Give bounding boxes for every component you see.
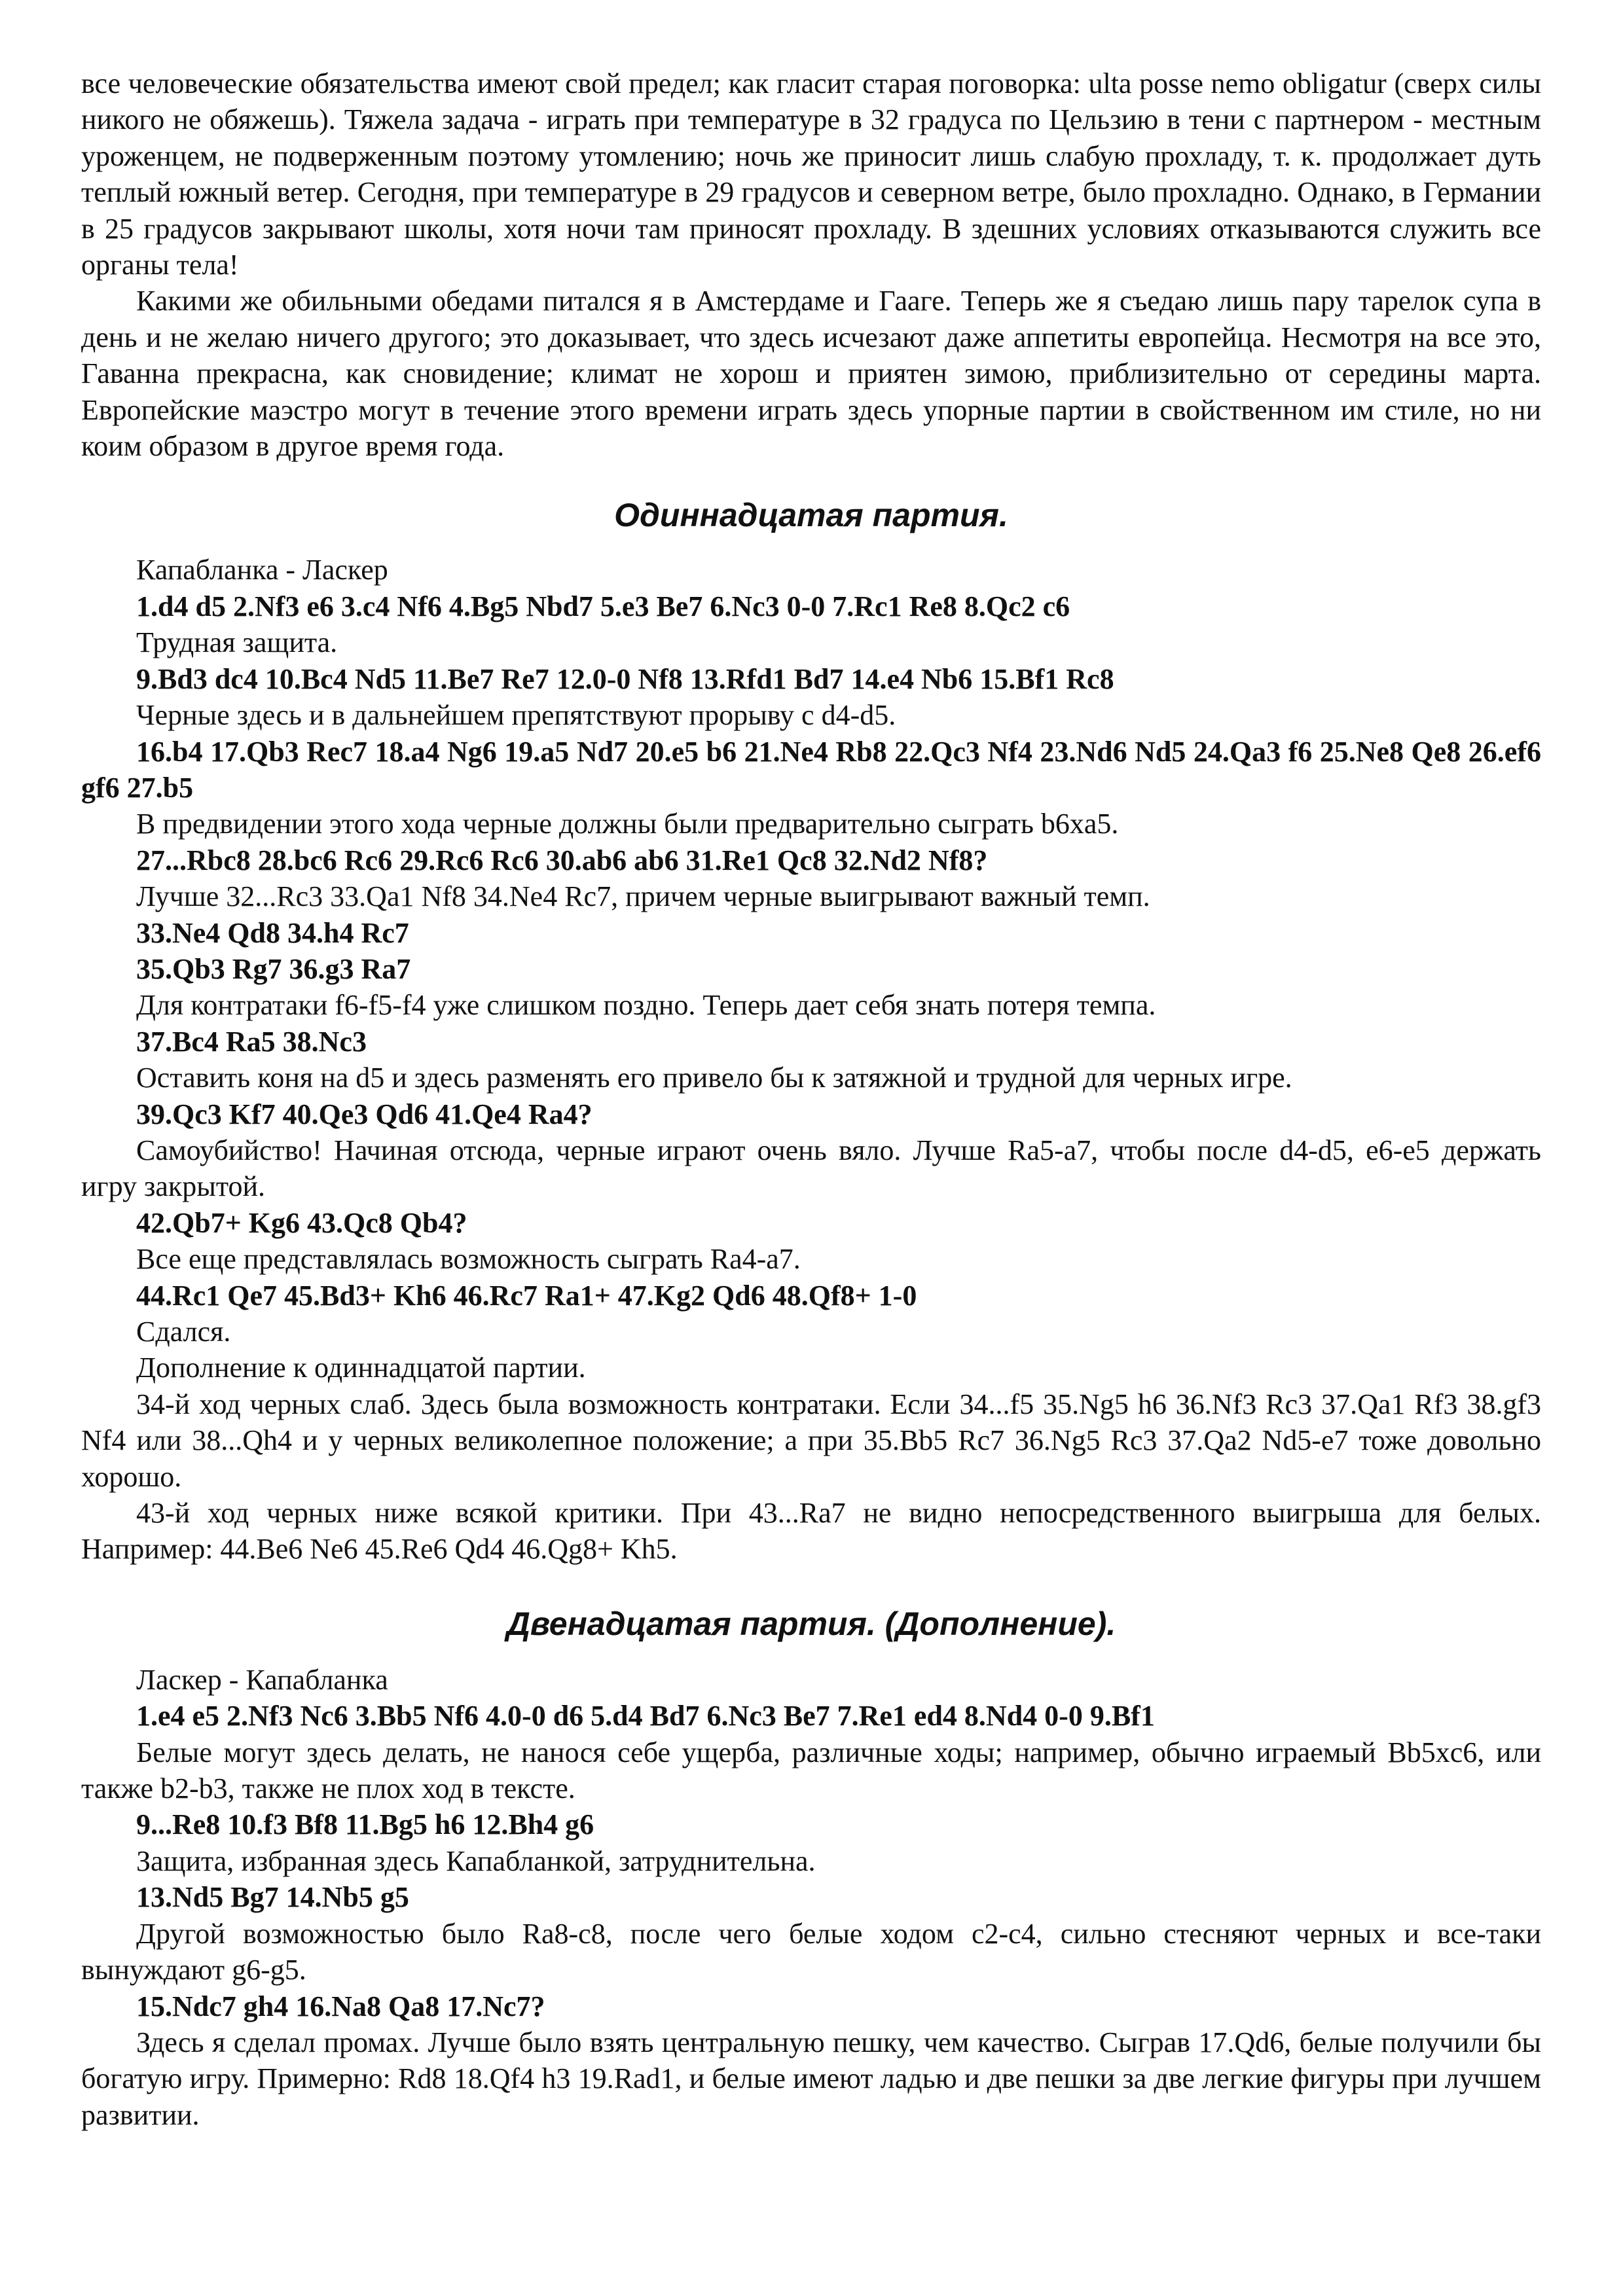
- game-11-comment-10: Сдался.: [136, 1316, 231, 1348]
- game-11-comment-9: Все еще представлялась возможность сыграть Ra4-a7.: [136, 1243, 801, 1276]
- game-12-comment-2: Защита, избранная здесь Капабланкой, затруднительна.: [136, 1844, 816, 1877]
- game-11-moves-5: 33.Ne4 Qd8 34.h4 Rc7: [136, 916, 409, 949]
- game-11-moves-9: 42.Qb7+ Kg6 43.Qc8 Qb4?: [136, 1206, 467, 1239]
- game-12-title: Двенадцатая партия. (Дополнение).: [506, 1605, 1116, 1642]
- game-11-addendum-1: 34-й ход черных слаб. Здесь была возможность контратаки. Если 34...f5 35.Ng5 h6 36.Nf3 Rc3 37.Qa1 Rf3 38.gf3 Nf4 или 38...Qh4 и у черных великолепное положение; а при 35.Bb5 Rc7 36.Ng5 Rc3 37.Qa2 Nd5-e7 тоже довольно хорошо.: [81, 1388, 1541, 1493]
- game-11-comment-4: Лучше 32...Rc3 33.Qa1 Nf8 34.Ne4 Rc7, причем черные выигрывают важный темп.: [136, 880, 1150, 913]
- game-11-comment-3: В предвидении этого хода черные должны были предварительно сыграть b6xa5.: [136, 808, 1119, 840]
- game-11-addendum-title: Дополнение к одиннадцатой партии.: [136, 1352, 586, 1384]
- document-page: [81, 65, 1541, 2133]
- game-12-moves-4: 15.Ndc7 gh4 16.Na8 Qa8 17.Nc7?: [136, 1990, 545, 2022]
- game-11-moves-6: 35.Qb3 Rg7 36.g3 Ra7: [136, 952, 411, 985]
- game-12-comment-3: Другой возможностью было Ra8-c8, после чего белые ходом c2-c4, сильно стесняют черных и все-таки вынуждают g6-g5.: [81, 1917, 1541, 1986]
- game-12-moves-2: 9...Re8 10.f3 Bf8 11.Bg5 h6 12.Bh4 g6: [136, 1808, 594, 1841]
- game-12-comment-1: Белые могут здесь делать, не нанося себе ущерба, различные ходы; например, обычно играемый Bb5xc6, или также b2-b3, также не плох ход в тексте.: [81, 1736, 1541, 1805]
- game-11-comment-6: Для контратаки f6-f5-f4 уже слишком поздно. Теперь дает себя знать потеря темпа.: [136, 989, 1156, 1022]
- game-11-comment-8: Самоубийство! Начиная отсюда, черные играют очень вяло. Лучше Ra5-a7, чтобы после d4-d5, e6-e5 держать игру закрытой.: [81, 1134, 1541, 1203]
- game-11-moves-1: 1.d4 d5 2.Nf3 e6 3.c4 Nf6 4.Bg5 Nbd7 5.e3 Be7 6.Nc3 0-0 7.Rc1 Re8 8.Qc2 c6: [136, 590, 1070, 622]
- game-12-comment-4: Здесь я сделал промах. Лучше было взять центральную пешку, чем качество. Сыграв 17.Qd6, белые получили бы богатую игру. Примерно: Rd8 18.Qf4 h3 19.Rad1, и белые имеют ладью и две пешки за две легкие фигуры при лучшем развитии.: [81, 2026, 1541, 2131]
- game-11-moves-4: 27...Rbc8 28.bc6 Rc6 29.Rc6 Rc6 30.ab6 ab6 31.Re1 Qc8 32.Nd2 Nf8?: [136, 844, 988, 876]
- game-12-moves-3: 13.Nd5 Bg7 14.Nb5 g5: [136, 1881, 409, 1914]
- game-11-players: Капабланка - Ласкер: [136, 554, 388, 586]
- game-11-moves-3: 16.b4 17.Qb3 Rec7 18.a4 Ng6 19.a5 Nd7 20.e5 b6 21.Ne4 Rb8 22.Qc3 Nf4 23.Nd6 Nd5 24.Qa3 f6 25.Ne8 Qe8 26.ef6 gf6 27.b5: [81, 735, 1541, 804]
- game-11-comment-1: Трудная защита.: [136, 626, 338, 659]
- game-11-addendum-2: 43-й ход черных ниже всякой критики. При 43...Ra7 не видно непосредственного выигрыша для белых. Например: 44.Be6 Ne6 45.Re6 Qd4 46.Qg8+ Kh5.: [81, 1497, 1541, 1566]
- game-12-players: Ласкер - Капабланка: [136, 1663, 388, 1696]
- intro-paragraph-1: все человеческие обязательства имеют свой предел; как гласит старая поговорка: ulta posse nemo obligatur (сверх силы никого не обяжешь). Тяжела задача - играть при температуре в 32 градуса по Цельзию в тени с партнером - местным уроженцем, не подверженным поэтому утомлению; ночь же приносит лишь слабую прохладу, т. к. продолжает дуть теплый южный ветер. Сегодня, при температуре в 29 градусов и северном ветре, было прохладно. Однако, в Германии в 25 градусов закрывают школы, хотя ночи там приносят прохладу. В здешних условиях отказываются служить все органы тела!: [81, 67, 1541, 281]
- game-11-moves-2: 9.Bd3 dc4 10.Bc4 Nd5 11.Be7 Re7 12.0-0 Nf8 13.Rfd1 Bd7 14.e4 Nb6 15.Bf1 Rc8: [136, 662, 1114, 695]
- game-11-title: Одиннадцатая партия.: [614, 497, 1008, 534]
- game-11-comment-2: Черные здесь и в дальнейшем препятствуют прорыву с d4-d5.: [136, 699, 896, 732]
- game-11-moves-10: 44.Rc1 Qe7 45.Bd3+ Kh6 46.Rc7 Ra1+ 47.Kg2 Qd6 48.Qf8+ 1-0: [136, 1279, 917, 1312]
- game-12-moves-1: 1.e4 e5 2.Nf3 Nc6 3.Bb5 Nf6 4.0-0 d6 5.d4 Bd7 6.Nc3 Be7 7.Re1 ed4 8.Nd4 0-0 9.Bf1: [136, 1700, 1155, 1732]
- game-11-comment-7: Оставить коня на d5 и здесь разменять его привело бы к затяжной и трудной для черных игре.: [136, 1062, 1292, 1094]
- game-11-moves-7: 37.Bc4 Ra5 38.Nc3: [136, 1025, 367, 1058]
- intro-paragraph-2: Какими же обильными обедами питался я в Амстердаме и Гааге. Теперь же я съедаю лишь пару тарелок супа в день и не желаю ничего другого; это доказывает, что здесь исчезают даже аппетиты европейца. Несмотря на все это, Гаванна прекрасна, как сновидение; климат не хорош и приятен зимою, приблизительно от середины марта. Европейские маэстро могут в течение этого времени играть здесь упорные партии в свойственном им стиле, но ни коим образом в другое время года.: [81, 285, 1541, 463]
- game-11-moves-8: 39.Qc3 Kf7 40.Qe3 Qd6 41.Qe4 Ra4?: [136, 1098, 593, 1130]
